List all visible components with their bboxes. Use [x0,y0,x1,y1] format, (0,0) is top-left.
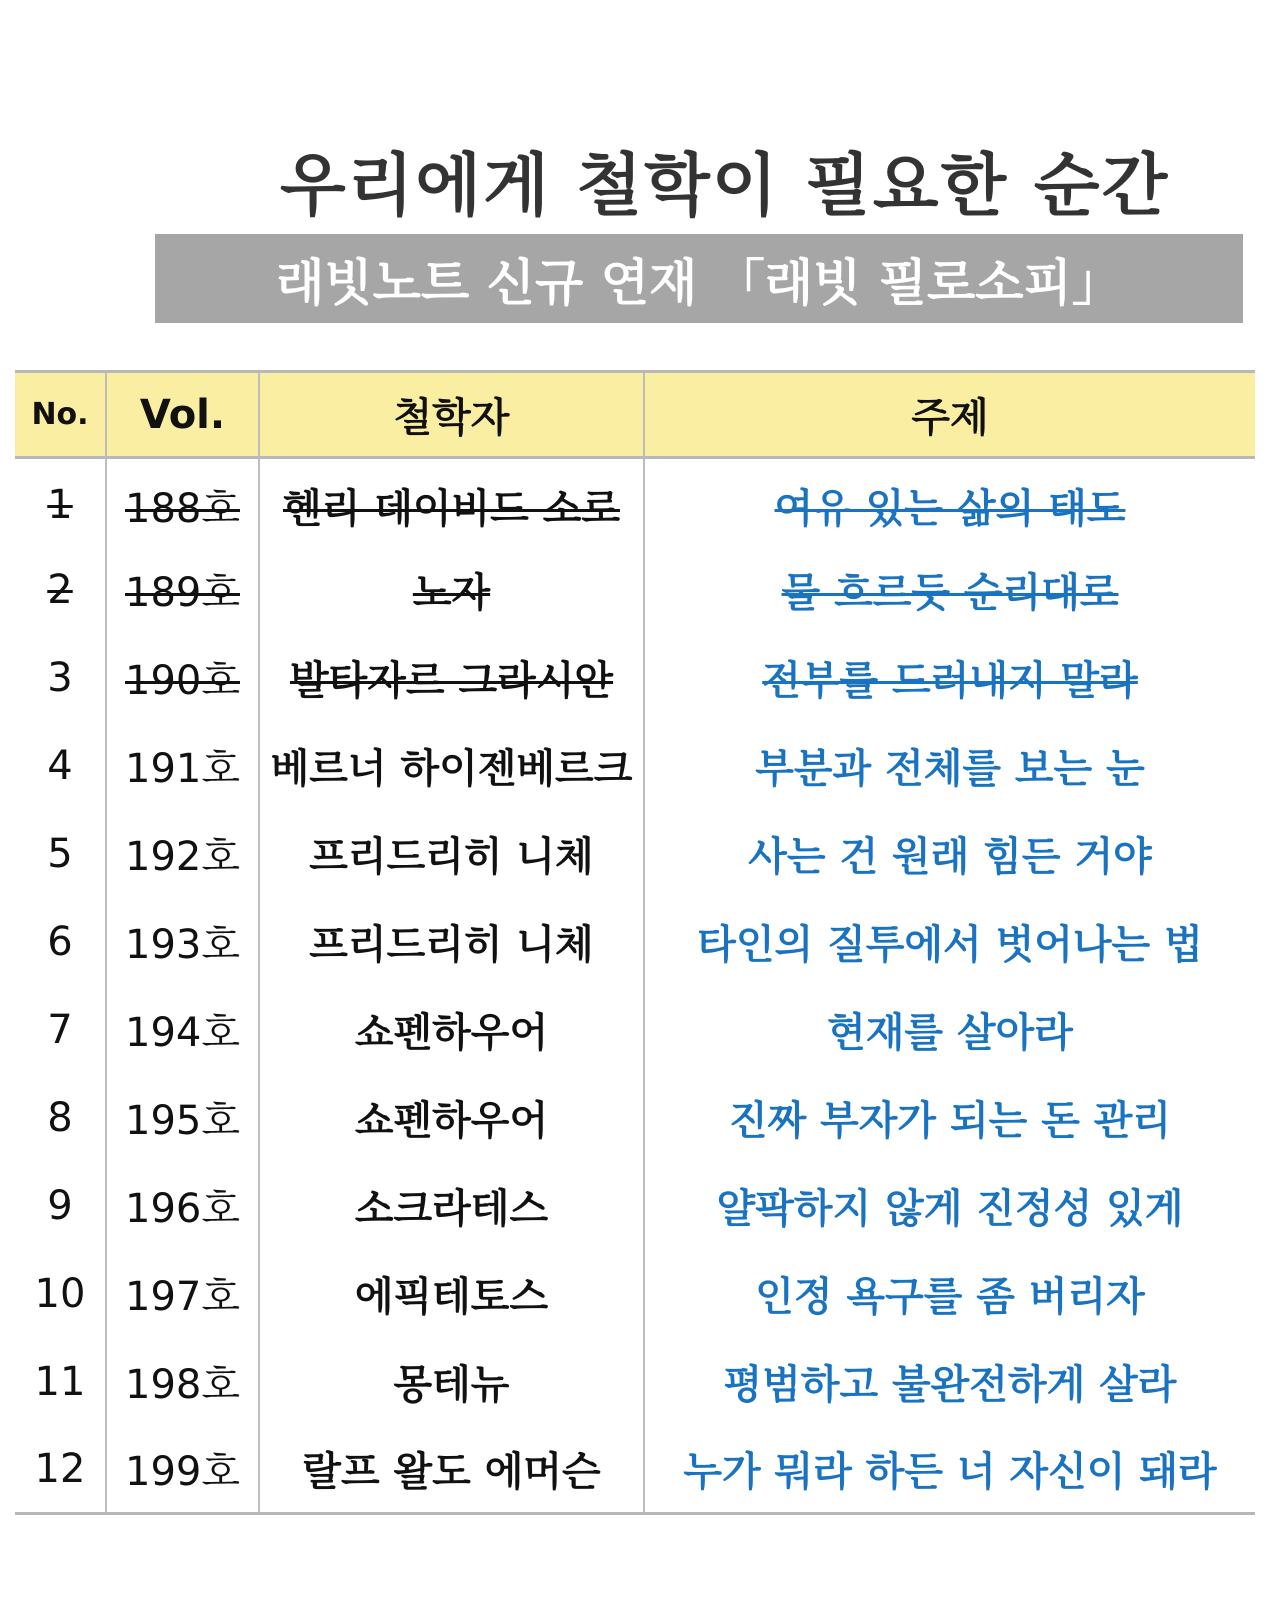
row-volume: 193호 [106,898,259,986]
row-volume: 189호 [106,546,259,634]
header-vol: Vol. [106,372,259,458]
series-table [15,370,1255,1515]
row-philosopher: 프리드리히 니체 [259,810,644,898]
table-body [15,458,1255,1514]
table-row [15,1162,1255,1250]
table-row [15,1250,1255,1338]
row-topic: 누가 뭐라 하든 너 자신이 돼라 [644,1426,1255,1514]
row-topic: 여유 있는 삶의 태도 [644,458,1255,546]
row-topic: 물 흐르듯 순리대로 [644,546,1255,634]
row-number: 10 [34,1270,86,1317]
row-topic: 현재를 살아라 [644,986,1255,1074]
table-row [15,458,1255,546]
table-row [15,810,1255,898]
row-number: 9 [47,1182,73,1229]
row-topic: 전부를 드러내지 말라 [644,634,1255,722]
row-philosopher: 에픽테토스 [259,1250,644,1338]
row-volume: 196호 [106,1162,259,1250]
header-philosopher: 철학자 [259,372,644,458]
table-row [15,722,1255,810]
table-row [15,1338,1255,1426]
row-philosopher: 노자 [259,546,644,634]
header-no: No. [15,372,106,458]
row-number: 11 [34,1358,86,1405]
row-number: 7 [47,1006,73,1053]
row-number: 3 [47,654,73,701]
row-philosopher: 쇼펜하우어 [259,986,644,1074]
row-philosopher: 쇼펜하우어 [259,1074,644,1162]
row-philosopher: 프리드리히 니체 [259,898,644,986]
row-number: 8 [47,1094,73,1141]
row-volume: 198호 [106,1338,259,1426]
table-row [15,546,1255,634]
table-header-row [15,372,1255,458]
row-number: 4 [47,742,73,789]
row-volume: 190호 [106,634,259,722]
table-row [15,1426,1255,1514]
table-header [15,372,1255,458]
row-philosopher: 헨리 데이비드 소로 [259,458,644,546]
row-topic: 인정 욕구를 좀 버리자 [644,1250,1255,1338]
row-volume: 191호 [106,722,259,810]
row-number: 1 [47,482,73,529]
series-table-container [15,370,1255,1515]
row-volume: 188호 [106,458,259,546]
row-number: 12 [15,1426,106,1514]
subtitle-text: 래빗노트 신규 연재 「래빗 필로소피」 [276,253,1122,312]
table-row [15,1074,1255,1162]
table-row [15,986,1255,1074]
row-volume: 197호 [106,1250,259,1338]
row-topic: 얄팍하지 않게 진정성 있게 [644,1162,1255,1250]
row-topic: 타인의 질투에서 벗어나는 법 [644,898,1255,986]
table-row [15,898,1255,986]
subtitle-banner [155,234,1243,323]
table-row [15,634,1255,722]
row-topic: 평범하고 불완전하게 살라 [644,1338,1255,1426]
row-volume: 195호 [106,1074,259,1162]
row-number: 6 [47,918,73,965]
row-philosopher: 발타자르 그라시안 [259,634,644,722]
row-philosopher: 소크라테스 [259,1162,644,1250]
row-volume: 192호 [106,810,259,898]
row-philosopher: 몽테뉴 [259,1338,644,1426]
row-topic: 부분과 전체를 보는 눈 [644,722,1255,810]
row-topic: 사는 건 원래 힘든 거야 [644,810,1255,898]
row-number: 5 [47,830,73,877]
row-number: 2 [47,566,73,613]
row-philosopher: 랄프 왈도 에머슨 [259,1426,644,1514]
row-volume: 194호 [106,986,259,1074]
row-volume: 199호 [106,1426,259,1514]
row-topic: 진짜 부자가 되는 돈 관리 [644,1074,1255,1162]
row-philosopher: 베르너 하이젠베르크 [259,722,644,810]
page-title: 우리에게 철학이 필요한 순간 [280,147,1170,226]
header-topic: 주제 [644,372,1255,458]
